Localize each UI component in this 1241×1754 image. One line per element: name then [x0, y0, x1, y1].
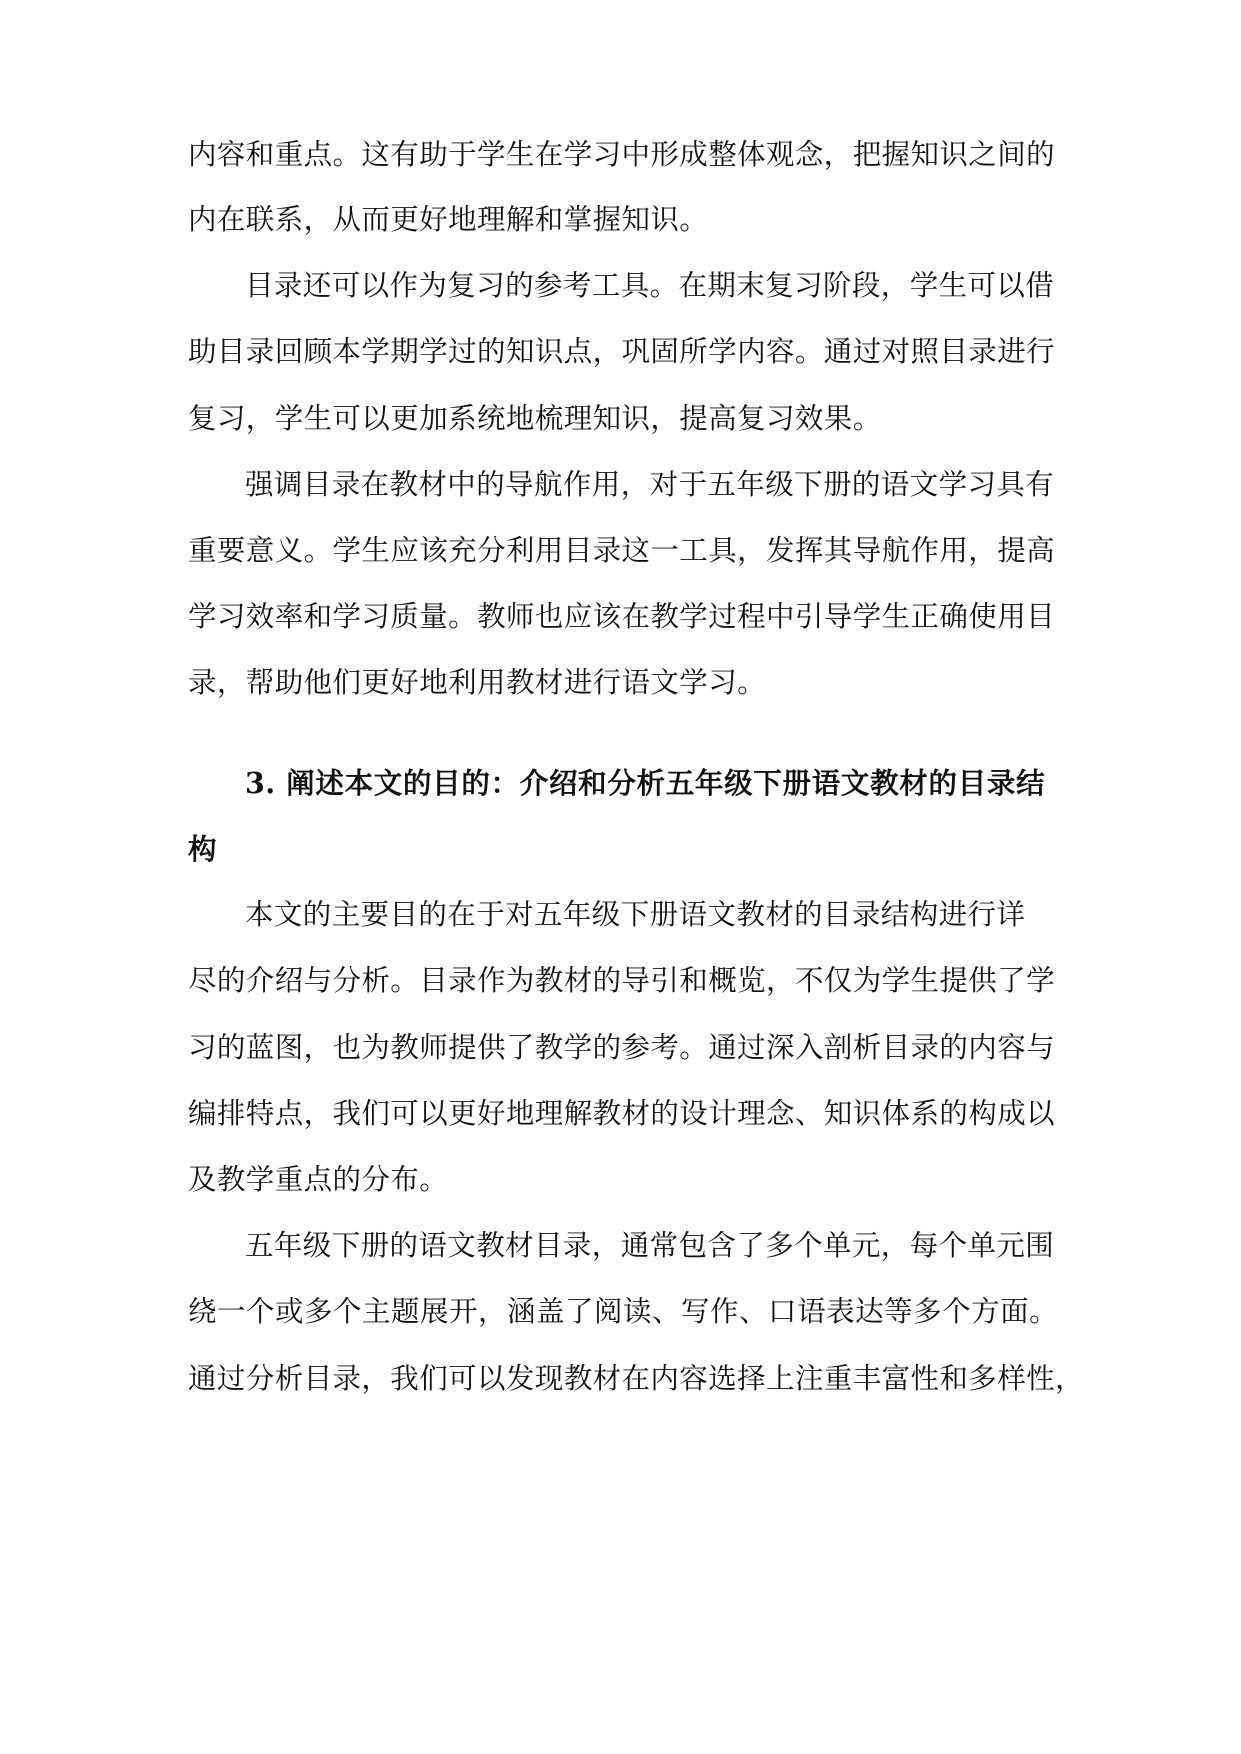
- paragraph-line: 强调目录在教材中的导航作用，对于五年级下册的语文学习具有: [245, 468, 1055, 501]
- paragraph-line: 目录还可以作为复习的参考工具。在期末复习阶段，学生可以借: [245, 269, 1055, 302]
- paragraph-line: 习的蓝图，也为教师提供了教学的参考。通过深入剖析目录的内容与: [188, 1031, 1056, 1064]
- section-heading: 构: [188, 832, 217, 866]
- section-heading: 3. 阐述本文的目的：介绍和分析五年级下册语文教材的目录结: [245, 766, 1045, 800]
- paragraph-line: 通过分析目录，我们可以发现教材在内容选择上注重丰富性和多样性，: [188, 1362, 1084, 1395]
- paragraph-line: 尽的介绍与分析。目录作为教材的导引和概览，不仅为学生提供了学: [188, 964, 1056, 997]
- paragraph-line: 学习效率和学习质量。教师也应该在教学过程中引导学生正确使用目: [188, 600, 1056, 633]
- paragraph-line: 录，帮助他们更好地利用教材进行语文学习。: [188, 666, 767, 699]
- paragraph-line: 复习，学生可以更加系统地梳理知识，提高复习效果。: [188, 402, 882, 435]
- paragraph-line: 编排特点，我们可以更好地理解教材的设计理念、知识体系的构成以: [188, 1097, 1056, 1130]
- paragraph-line: 绕一个或多个主题展开，涵盖了阅读、写作、口语表达等多个方面。: [188, 1295, 1058, 1328]
- paragraph-line: 五年级下册的语文教材目录，通常包含了多个单元，每个单元围: [245, 1229, 1055, 1262]
- paragraph-line: 内容和重点。这有助于学生在学习中形成整体观念，把握知识之间的: [188, 138, 1056, 171]
- paragraph-line: 助目录回顾本学期学过的知识点，巩固所学内容。通过对照目录进行: [188, 335, 1056, 368]
- paragraph-line: 本文的主要目的在于对五年级下册语文教材的目录结构进行详: [245, 898, 1026, 931]
- paragraph-line: 及教学重点的分布。: [188, 1163, 449, 1196]
- paragraph-line: 内在联系，从而更好地理解和掌握知识。: [188, 203, 709, 236]
- paragraph-line: 重要意义。学生应该充分利用目录这一工具，发挥其导航作用，提高: [188, 534, 1056, 567]
